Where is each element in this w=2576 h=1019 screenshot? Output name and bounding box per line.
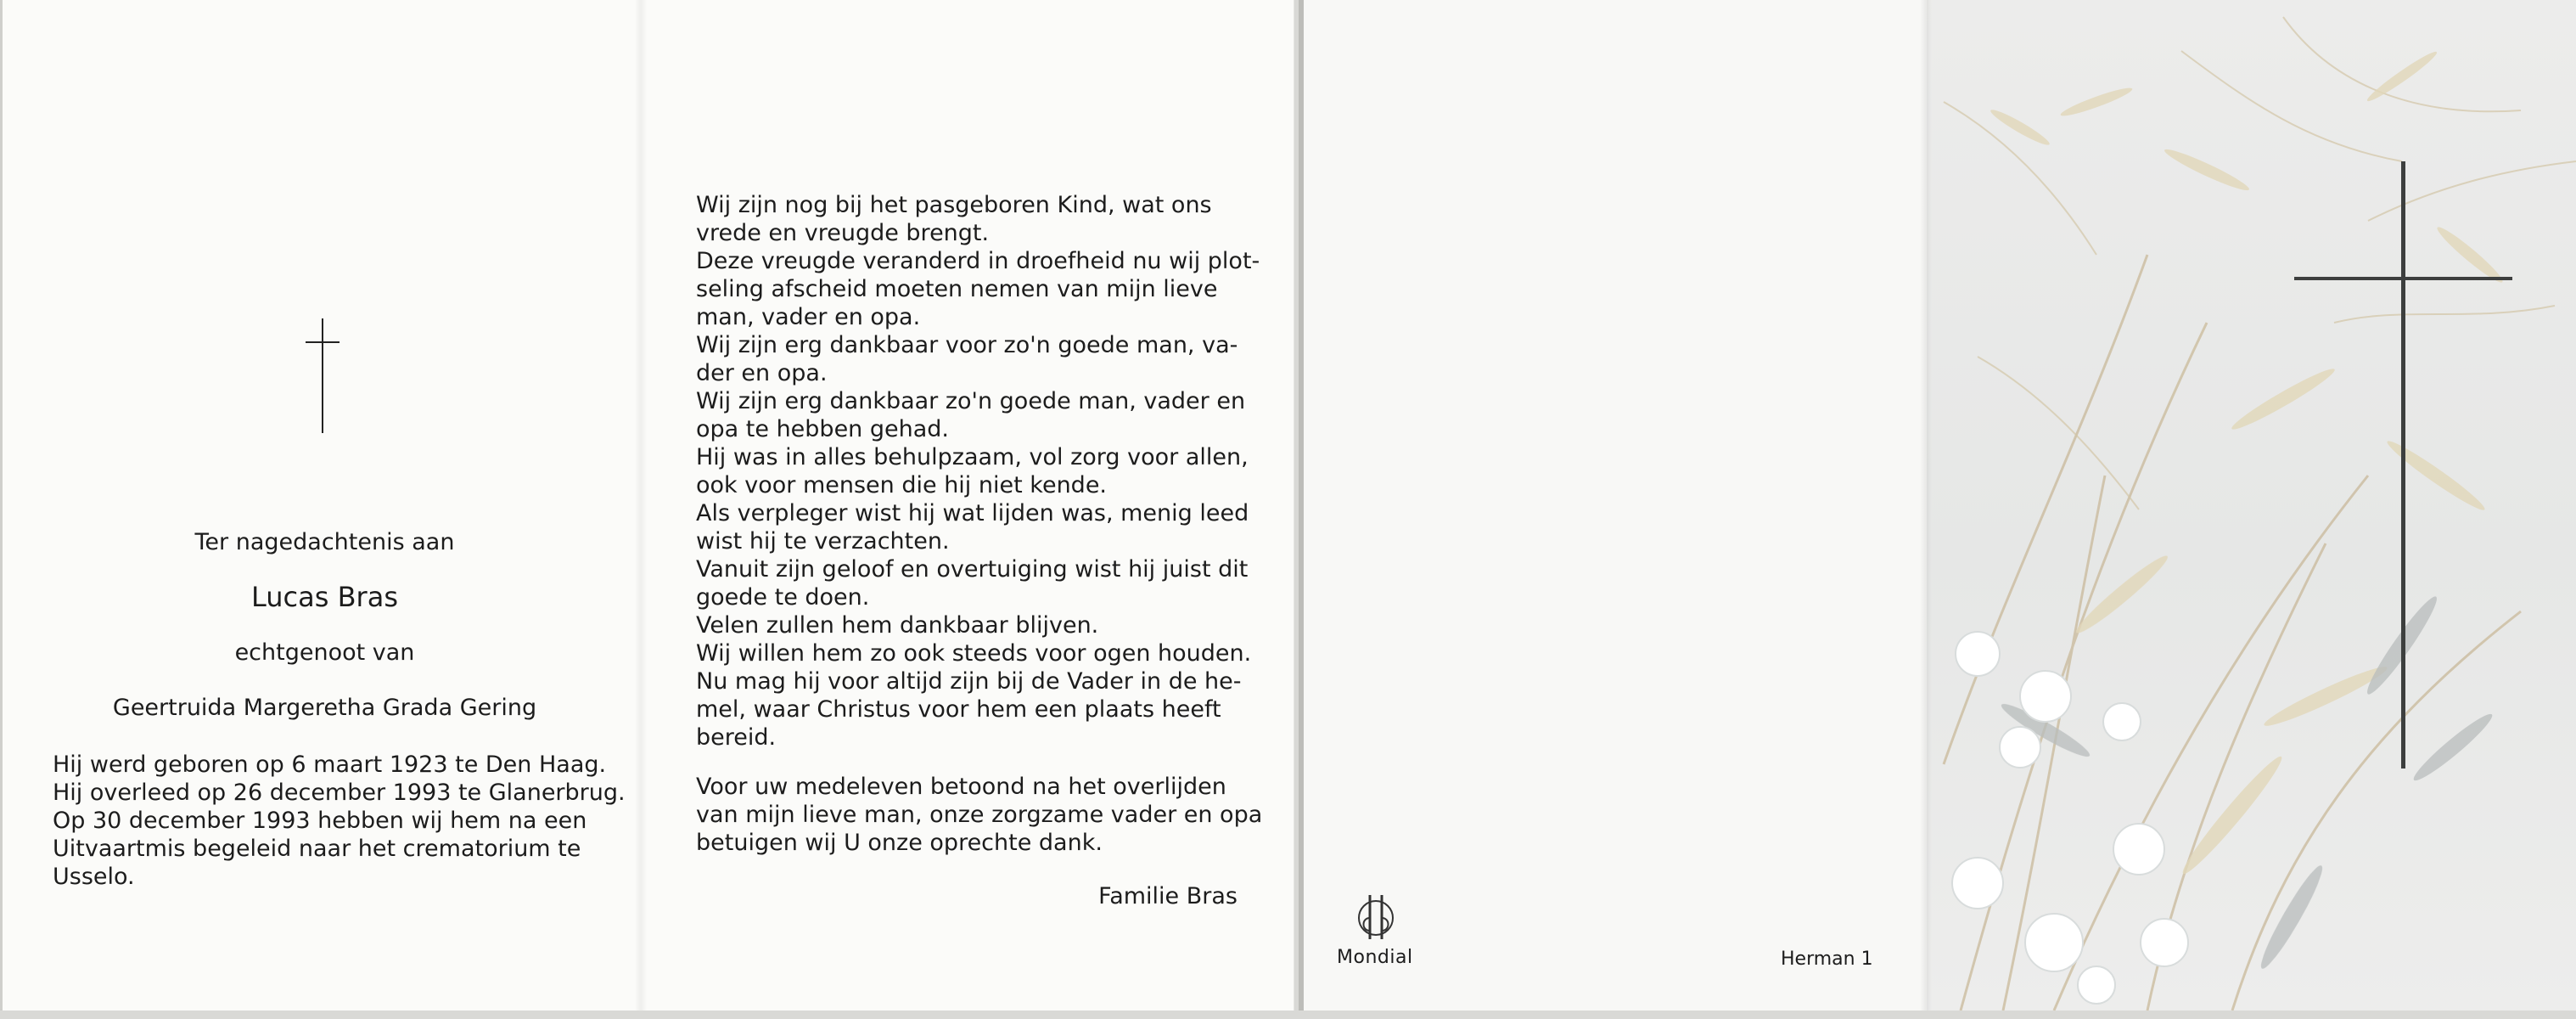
poem-line: Wij zijn erg dankbaar zo'n goede man, vader en [696, 388, 1246, 414]
bio-line: Uitvaartmis begeleid naar het crematorium te [53, 836, 581, 862]
card-model-code: Herman 1 [1781, 949, 1873, 970]
poem-line: Velen zullen hem dankbaar blijven. [696, 612, 1099, 639]
poem-line: goede te doen. [696, 584, 870, 611]
cross-icon [2294, 161, 2512, 768]
poem-line: vrede en vreugde brengt. [696, 220, 990, 246]
spouse-name: Geertruida Margeretha Grada Gering [112, 695, 537, 721]
mondial-logo-icon [1350, 890, 1402, 943]
poem-line: Wij zijn erg dankbaar voor zo'n goede man, va- [696, 332, 1238, 358]
card-back-page [1299, 0, 1927, 1011]
spouse-intro: echtgenoot van [234, 639, 415, 666]
thanks-line: betuigen wij U onze oprechte dank. [696, 830, 1103, 856]
family-signature: Familie Bras [1098, 883, 1237, 909]
thanks-line: Voor uw medeleven betoond na het overlijden [696, 774, 1226, 800]
poem-line: Wij willen hem zo ook steeds voor ogen houden. [696, 640, 1252, 667]
deceased-name: Lucas Bras [251, 581, 398, 613]
poem-line: opa te hebben gehad. [696, 416, 950, 442]
cross-icon [306, 318, 340, 433]
poem-line: Als verpleger wist hij wat lijden was, menig leed [696, 500, 1249, 526]
poem-line: seling afscheid moeten nemen van mijn lieve [696, 276, 1218, 302]
poem-line: Deze vreugde veranderd in droefheid nu wij plot- [696, 248, 1260, 274]
publisher-name: Mondial [1337, 947, 1413, 968]
bio-line: Usselo. [53, 864, 135, 890]
bio-line: Hij overleed op 26 december 1993 te Glanerbrug. [53, 780, 626, 806]
poem-line: Nu mag hij voor altijd zijn bij de Vader in de he- [696, 668, 1242, 695]
thanks-text [696, 773, 1263, 857]
poem-line: Hij was in alles behulpzaam, vol zorg voor allen, [696, 444, 1249, 470]
thanks-line: van mijn lieve man, onze zorgzame vader en opa [696, 802, 1263, 828]
card-cover-illustration [1927, 0, 2576, 1011]
poem-line: Wij zijn nog bij het pasgeboren Kind, wat ons [696, 192, 1212, 218]
bio-line: Op 30 december 1993 hebben wij hem na een [53, 808, 587, 834]
poem-line: der en opa. [696, 360, 828, 386]
poem-line: ook voor mensen die hij niet kende. [696, 472, 1108, 498]
poem-line: wist hij te verzachten. [696, 528, 950, 555]
poem-line: bereid. [696, 724, 777, 751]
poem-line: mel, waar Christus voor hem een plaats heeft [696, 696, 1221, 723]
bio-line: Hij werd geboren op 6 maart 1923 te Den Haag. [53, 752, 607, 778]
poem-line: man, vader en opa. [696, 304, 921, 330]
card-fold [1920, 0, 1932, 1011]
biography-text [53, 751, 626, 891]
memorial-intro: Ter nagedachtenis aan [194, 529, 455, 555]
reed-and-flowers-illustration [1927, 0, 2576, 1011]
memorial-poem [696, 191, 1260, 752]
card-fold [635, 0, 647, 1011]
poem-line: Vanuit zijn geloof en overtuiging wist hij juist dit [696, 556, 1249, 583]
